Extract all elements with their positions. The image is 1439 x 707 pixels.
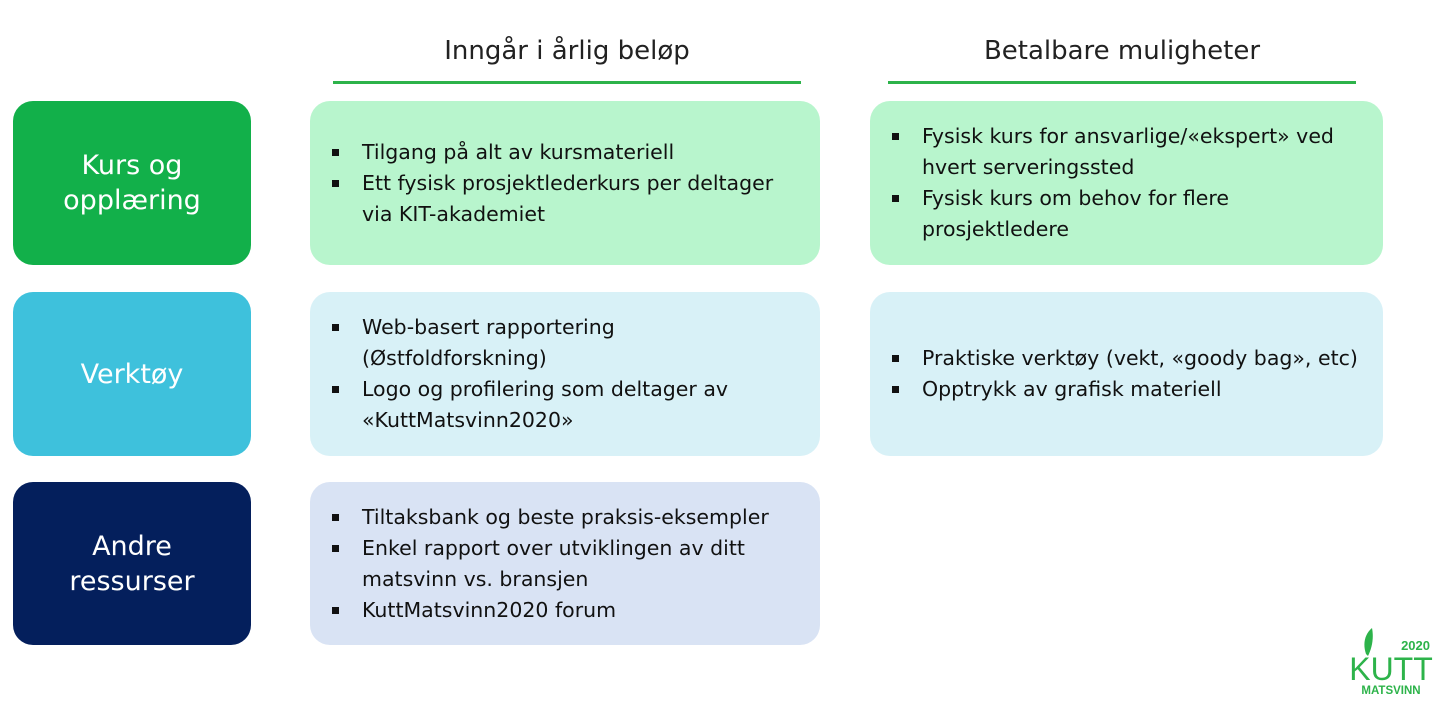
included-panel-verktoy (310, 292, 820, 456)
category-andre-ressurser (13, 482, 251, 645)
list-item: Fysisk kurs for ansvarlige/«ekspert» ved hvert serveringssted (922, 121, 1363, 183)
logo-year: 2020 (1401, 638, 1430, 653)
category-verktoy (13, 292, 251, 456)
paid-panel-verktoy (870, 292, 1383, 456)
kutt-matsvinn-logo (1348, 628, 1434, 698)
list-item: Logo og profilering som deltager av «KuttMatsvinn2020» (362, 374, 800, 436)
column-underline-paid (888, 81, 1356, 84)
list-item: Ett fysisk prosjektlederkurs per deltager via KIT-akademiet (362, 168, 800, 230)
category-line: opplæring (63, 185, 201, 216)
list-item: Tiltaksbank og beste praksis-eksempler (362, 502, 800, 533)
category-line: Verktøy (80, 358, 184, 390)
included-panel-kurs (310, 101, 820, 265)
included-panel-andre (310, 482, 820, 645)
category-line: ressurser (69, 565, 195, 597)
list-item: Praktiske verktøy (vekt, «goody bag», etc) (922, 343, 1363, 374)
list-item: KuttMatsvinn2020 forum (362, 595, 800, 626)
logo-word-kutt: KUTT (1349, 651, 1433, 687)
column-header-included: Inngår i årlig beløp (444, 36, 690, 66)
column-underline-included (333, 81, 801, 84)
list-item: Web-basert rapportering (Østfoldforskning) (362, 312, 800, 374)
category-line: Kurs og (81, 150, 183, 181)
list-item: Fysisk kurs om behov for flere prosjektledere (922, 183, 1363, 245)
paid-panel-kurs (870, 101, 1383, 265)
category-kurs-og-opplaering (13, 101, 251, 265)
list-item: Enkel rapport over utviklingen av ditt matsvinn vs. bransjen (362, 533, 800, 595)
category-line: Andre (92, 530, 172, 562)
logo-word-matsvinn: MATSVINN (1361, 685, 1421, 697)
list-item: Tilgang på alt av kursmateriell (362, 137, 800, 168)
list-item: Opptrykk av grafisk materiell (922, 374, 1363, 405)
column-header-paid: Betalbare muligheter (983, 36, 1261, 66)
